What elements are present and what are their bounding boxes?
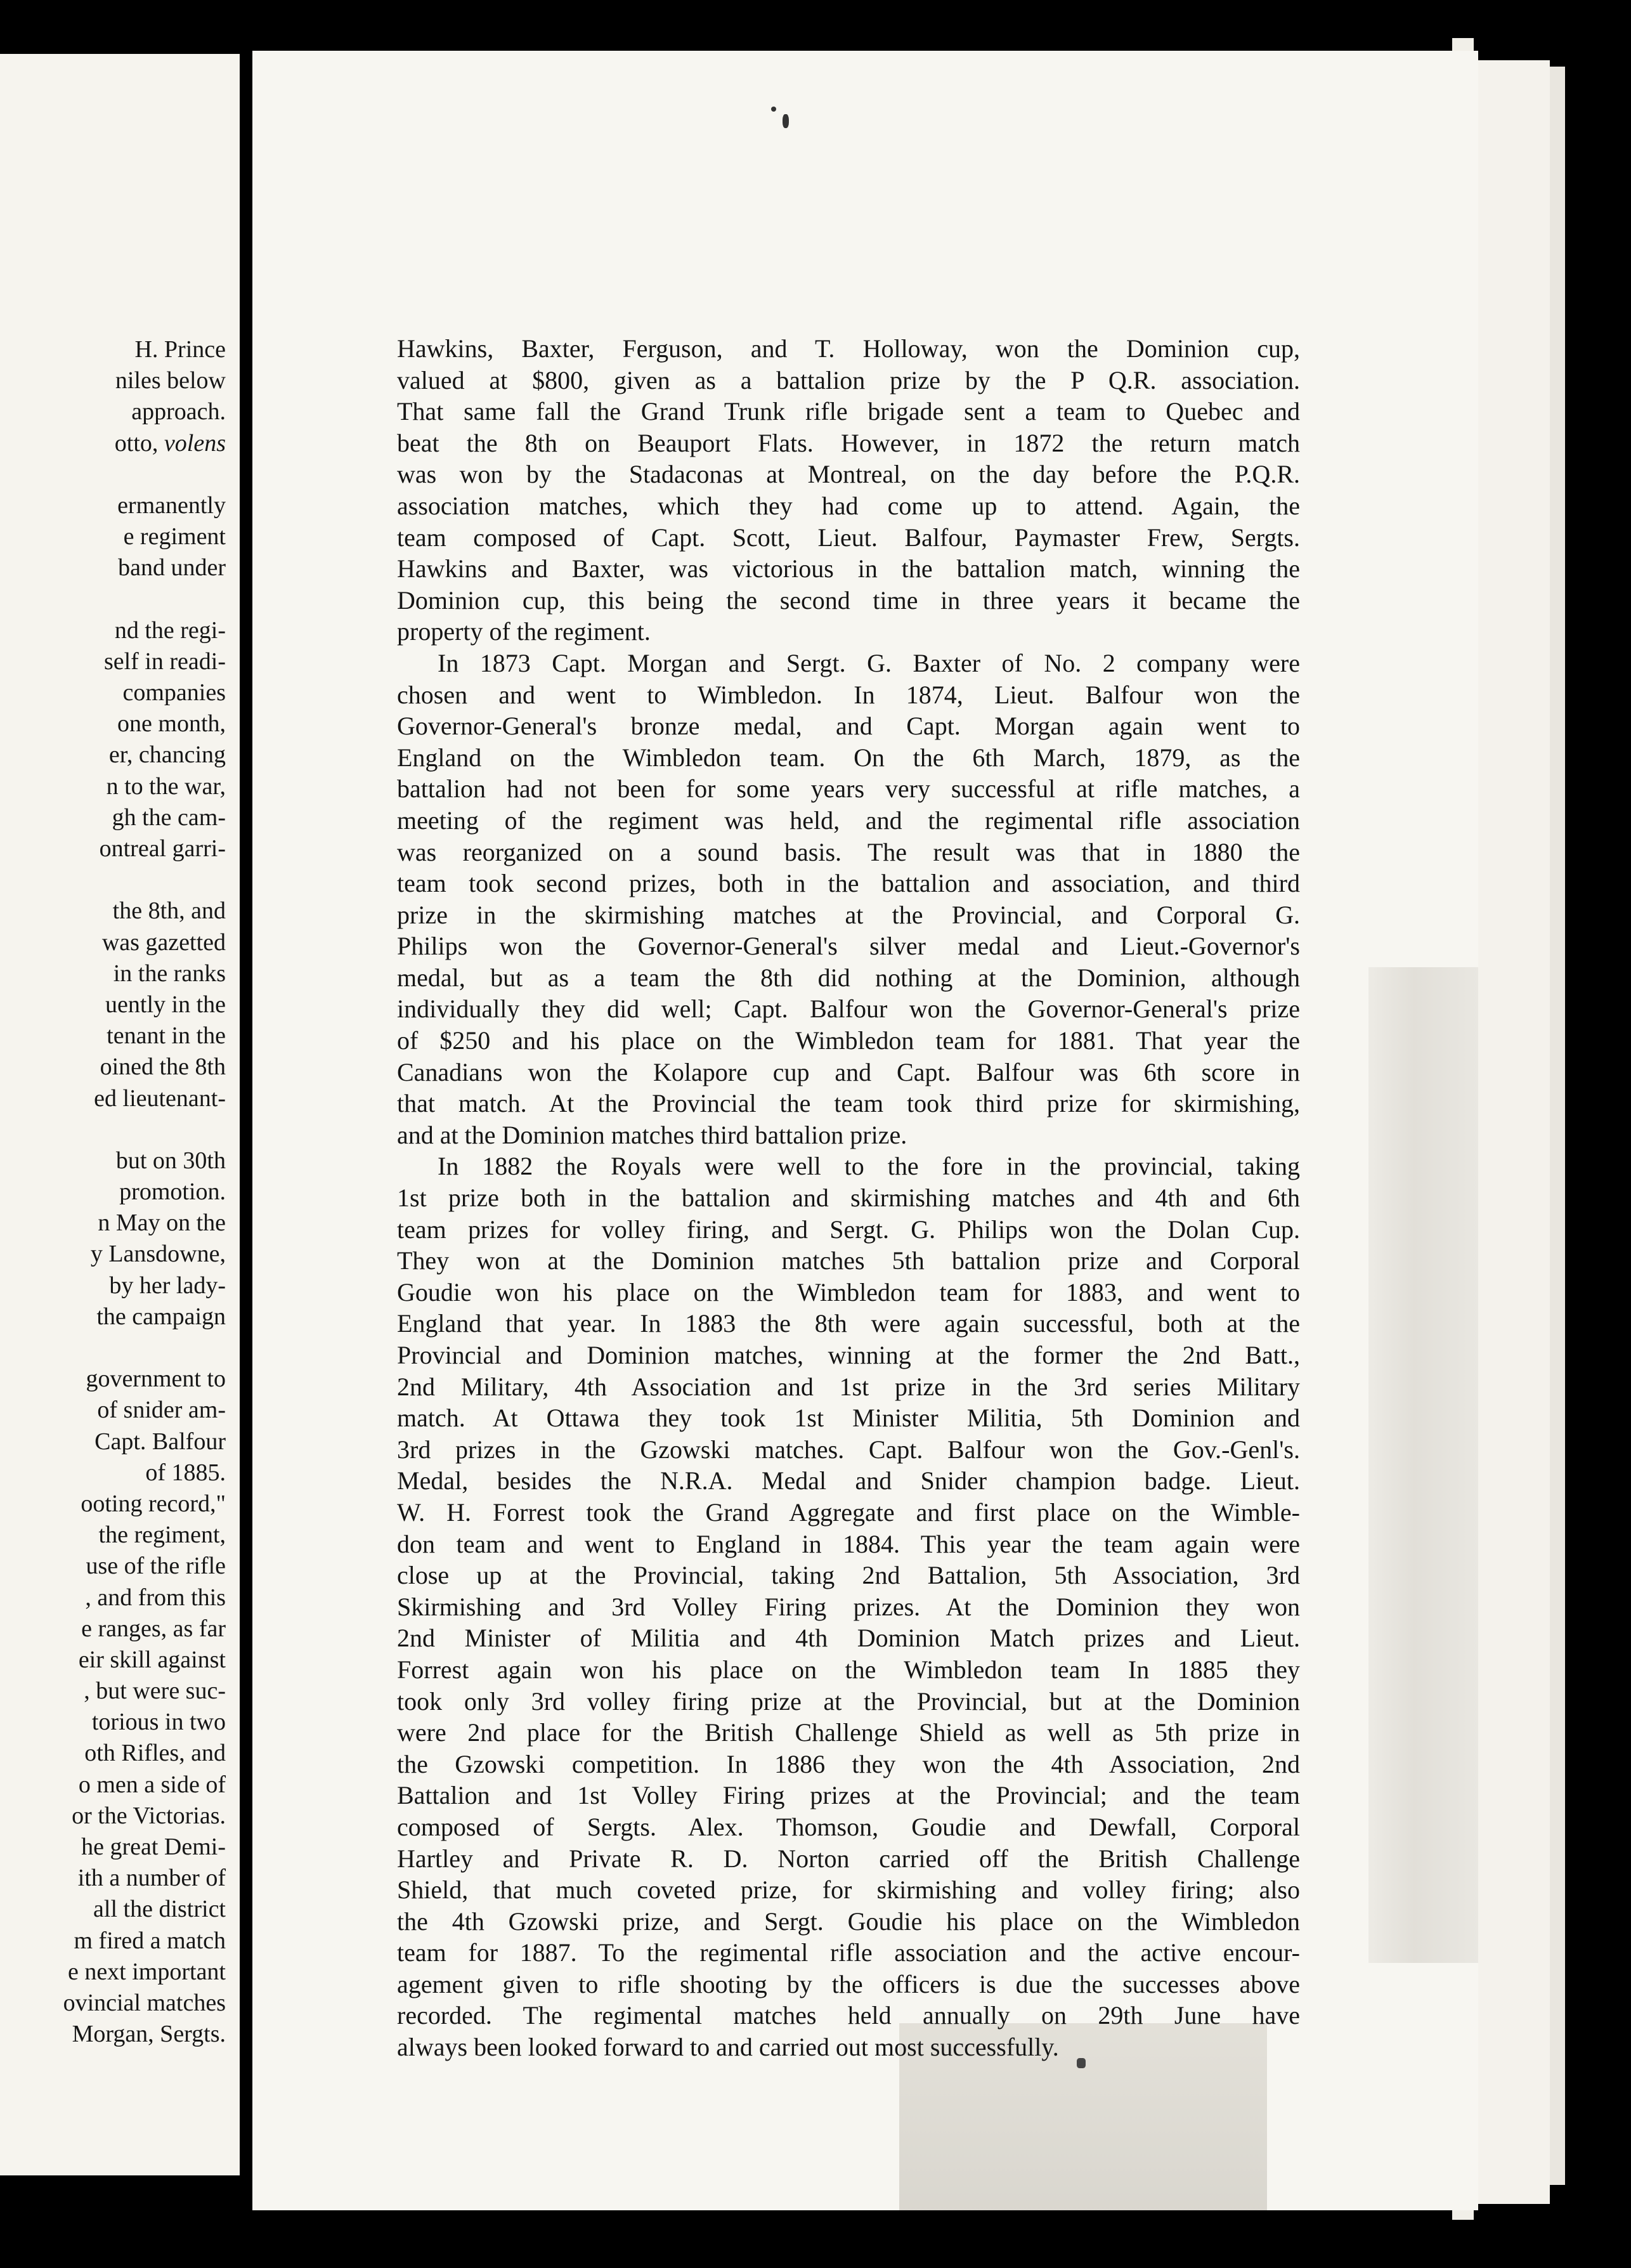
left-page-line: Capt. Balfour bbox=[94, 1428, 226, 1455]
text-line: team composed of Capt. Scott, Lieut. Balfour, Paymaster Frew, Sergts. bbox=[397, 523, 1300, 552]
body-text bbox=[397, 333, 1300, 2063]
left-page-line: but on 30th bbox=[115, 1147, 226, 1174]
text-line: recorded. The regimental matches held annually on 29th June have bbox=[397, 2001, 1300, 2030]
left-page-line: ed lieutenant- bbox=[94, 1085, 226, 1112]
text-line: close up at the Provincial, taking 2nd Battalion, 5th Association, 3rd bbox=[397, 1561, 1300, 1590]
left-page-line: H. Prince bbox=[134, 336, 226, 363]
text-line: W. H. Forrest took the Grand Aggregate and first place on the Wimble- bbox=[397, 1497, 1300, 1527]
left-page-line: e ranges, as far bbox=[81, 1615, 226, 1642]
left-page-line: the 8th, and bbox=[112, 897, 226, 925]
text-line: agement given to rifle shooting by the officers is due the successes above bbox=[397, 1969, 1300, 1998]
left-page-line: one month, bbox=[117, 710, 226, 738]
text-line: always been looked forward to and carried out most successfully. bbox=[397, 2033, 1059, 2062]
text-line: Hawkins, Baxter, Ferguson, and T. Holloway, won the Dominion cup, bbox=[397, 334, 1300, 363]
text-line: that match. At the Provincial the team took third prize for skirmishing, bbox=[397, 1089, 1300, 1118]
left-page-line: ontreal garri- bbox=[99, 835, 226, 862]
text-line: property of the regiment. bbox=[397, 617, 651, 646]
text-line: Hartley and Private R. D. Norton carried off the British Challenge bbox=[397, 1844, 1300, 1873]
text-line: beat the 8th on Beauport Flats. However, in 1872 the return match bbox=[397, 428, 1300, 457]
left-page-line: of 1885. bbox=[145, 1459, 226, 1486]
text-line: match. At Ottawa they took 1st Minister Militia, 5th Dominion and bbox=[397, 1404, 1300, 1433]
left-page-line: e regiment bbox=[123, 523, 226, 551]
line-gap bbox=[0, 1333, 226, 1364]
text-line: the Gzowski competition. In 1886 they won the 4th Association, 2nd bbox=[397, 1749, 1300, 1778]
text-line: took only 3rd volley firing prize at the Provincial, but at the Dominion bbox=[397, 1686, 1300, 1716]
text-line: Dominion cup, this being the second time in three years it became the bbox=[397, 585, 1300, 615]
left-page-line: Morgan, Sergts. bbox=[72, 2021, 226, 2048]
left-page-line: tenant in the bbox=[107, 1022, 226, 1050]
text-line: Skirmishing and 3rd Volley Firing prizes. At the Dominion they won bbox=[397, 1592, 1300, 1621]
text-line: They won at the Dominion matches 5th battalion prize and Corporal bbox=[397, 1246, 1300, 1275]
left-page-line: eir skill against bbox=[78, 1646, 226, 1673]
text-line: meeting of the regiment was held, and the regimental rifle association bbox=[397, 805, 1300, 835]
left-page-line: promotion. bbox=[119, 1178, 226, 1206]
line-gap bbox=[0, 459, 226, 490]
text-line: Forrest again won his place on the Wimbledon team In 1885 they bbox=[397, 1655, 1300, 1684]
left-page-line: o men a side of bbox=[78, 1771, 226, 1798]
text-line: Governor-General's bronze medal, and Capt. Morgan again went to bbox=[397, 712, 1300, 741]
left-page-line: in the ranks bbox=[113, 960, 226, 987]
left-page-line: n May on the bbox=[98, 1209, 226, 1237]
left-page-line: gh the cam- bbox=[112, 804, 226, 831]
left-page-line: torious in two bbox=[91, 1709, 226, 1736]
text-line: and at the Dominion matches third battalion prize. bbox=[397, 1120, 907, 1149]
text-line: Hawkins and Baxter, was victorious in the battalion match, winning the bbox=[397, 554, 1300, 583]
text-line: the 4th Gzowski prize, and Sergt. Goudie his place on the Wimbledon bbox=[397, 1906, 1300, 1936]
text-line: chosen and went to Wimbledon. In 1874, Lieut. Balfour won the bbox=[397, 680, 1300, 709]
left-page-line: he great Demi- bbox=[81, 1834, 226, 1860]
text-line: of $250 and his place on the Wimbledon team for 1881. That year the bbox=[397, 1026, 1300, 1055]
text-line: association matches, which they had come up to attend. Again, the bbox=[397, 491, 1300, 520]
page-edge bbox=[1550, 67, 1565, 2185]
text-line: Goudie won his place on the Wimbledon team for 1883, and went to bbox=[397, 1277, 1300, 1307]
page-edge bbox=[1474, 60, 1550, 2204]
text-line: Canadians won the Kolapore cup and Capt. Balfour was 6th score in bbox=[397, 1057, 1300, 1086]
text-line: medal, but as a team the 8th did nothing at the Dominion, although bbox=[397, 963, 1300, 992]
left-page-line: y Lansdowne, bbox=[90, 1241, 226, 1268]
left-page-line: m fired a match bbox=[74, 1927, 226, 1954]
text-line: Philips won the Governor-General's silver medal and Lieut.-Governor's bbox=[397, 932, 1300, 961]
left-page-line: use of the rifle bbox=[86, 1553, 226, 1580]
text-line: Provincial and Dominion matches, winning at the former the 2nd Batt., bbox=[397, 1341, 1300, 1369]
text-line: valued at $800, given as a battalion prize by the P Q.R. association. bbox=[397, 365, 1300, 394]
left-page-line: band under bbox=[118, 554, 226, 582]
left-page-line: of snider am- bbox=[97, 1397, 226, 1424]
left-page-line: companies bbox=[122, 679, 226, 707]
ink-speck bbox=[771, 107, 776, 112]
left-page-line: uently in the bbox=[105, 991, 226, 1018]
left-page-line: er, chancing bbox=[108, 741, 226, 769]
left-page-line: all the district bbox=[93, 1896, 226, 1923]
line-gap bbox=[0, 864, 226, 896]
text-line: was won by the Stadaconas at Montreal, on the day before the P.Q.R. bbox=[397, 460, 1300, 489]
left-page-line: ovincial matches bbox=[63, 1989, 226, 2016]
left-page-line: ooting record," bbox=[81, 1490, 226, 1517]
left-page-line: niles below bbox=[115, 367, 226, 394]
left-page-line: otto, volens bbox=[114, 429, 226, 457]
left-page-line: nd the regi- bbox=[114, 616, 226, 644]
text-line: 2nd Minister of Militia and 4th Dominion Match prizes and Lieut. bbox=[397, 1624, 1300, 1653]
left-page-line: was gazetted bbox=[101, 929, 226, 956]
text-line: Shield, that much coveted prize, for skirmishing and volley firing; also bbox=[397, 1875, 1300, 1905]
text-line: England that year. In 1883 the 8th were again successful, both at the bbox=[397, 1309, 1300, 1338]
text-line: England on the Wimbledon team. On the 6th March, 1879, as the bbox=[397, 743, 1300, 772]
left-page-line: self in readi- bbox=[103, 648, 226, 675]
line-gap bbox=[0, 584, 226, 615]
text-line: individually they did well; Capt. Balfour won the Governor-General's prize bbox=[397, 994, 1300, 1024]
left-page-line: n to the war, bbox=[106, 772, 226, 800]
text-line: battalion had not been for some years very successful at rifle matches, a bbox=[397, 774, 1300, 804]
left-page-line: by her lady- bbox=[109, 1272, 226, 1299]
text-line: That same fall the Grand Trunk rifle brigade sent a team to Quebec and bbox=[397, 397, 1300, 426]
scan-shadow bbox=[1368, 967, 1478, 1963]
left-page-line: oth Rifles, and bbox=[84, 1740, 226, 1767]
text-line: prize in the skirmishing matches at the Provincial, and Corporal G. bbox=[397, 900, 1300, 929]
text-line: were 2nd place for the British Challenge Shield as well as 5th prize in bbox=[397, 1718, 1300, 1747]
left-page-line: , and from this bbox=[85, 1584, 226, 1611]
text-line: 2nd Military, 4th Association and 1st prize in the 3rd series Military bbox=[397, 1372, 1300, 1401]
left-page-line: , but were suc- bbox=[84, 1678, 226, 1705]
text-line: 1st prize both in the battalion and skirmishing matches and 4th and 6th bbox=[397, 1183, 1300, 1213]
left-page-text-column bbox=[0, 334, 226, 2050]
text-line: team prizes for volley firing, and Sergt. G. Philips won the Dolan Cup. bbox=[397, 1215, 1300, 1244]
left-page-line: government to bbox=[86, 1365, 226, 1393]
left-page-line: the campaign bbox=[96, 1303, 226, 1330]
text-line: Battalion and 1st Volley Firing prizes at the Provincial; and the team bbox=[397, 1781, 1300, 1810]
text-line: 3rd prizes in the Gzowski matches. Capt. Balfour won the Gov.-Genl's. bbox=[397, 1435, 1300, 1464]
text-line: Medal, besides the N.R.A. Medal and Snider champion badge. Lieut. bbox=[397, 1466, 1300, 1496]
left-page-line: oined the 8th bbox=[100, 1053, 226, 1081]
text-line: was reorganized on a sound basis. The result was that in 1880 the bbox=[397, 837, 1300, 866]
text-line: In 1873 Capt. Morgan and Sergt. G. Baxter of No. 2 company were bbox=[438, 648, 1300, 677]
left-facing-page bbox=[0, 54, 240, 2175]
left-page-line: or the Victorias. bbox=[72, 1802, 226, 1829]
left-page-line: the regiment, bbox=[98, 1522, 226, 1549]
line-gap bbox=[0, 1114, 226, 1145]
left-page-line: approach. bbox=[131, 398, 226, 426]
left-page-line: ermanently bbox=[117, 492, 226, 519]
ink-speck bbox=[783, 114, 789, 128]
left-page-line: e next important bbox=[67, 1958, 226, 1985]
text-line: team took second prizes, both in the battalion and association, and third bbox=[397, 869, 1300, 898]
left-page-line: ith a number of bbox=[77, 1865, 226, 1892]
text-line: don team and went to England in 1884. This year the team again were bbox=[397, 1529, 1300, 1558]
main-page bbox=[252, 51, 1478, 2210]
text-line: composed of Sergts. Alex. Thomson, Goudie and Dewfall, Corporal bbox=[397, 1812, 1300, 1841]
text-line: team for 1887. To the regimental rifle association and the active encour- bbox=[397, 1938, 1300, 1967]
text-line: In 1882 the Royals were well to the fore in the provincial, taking bbox=[438, 1152, 1300, 1181]
